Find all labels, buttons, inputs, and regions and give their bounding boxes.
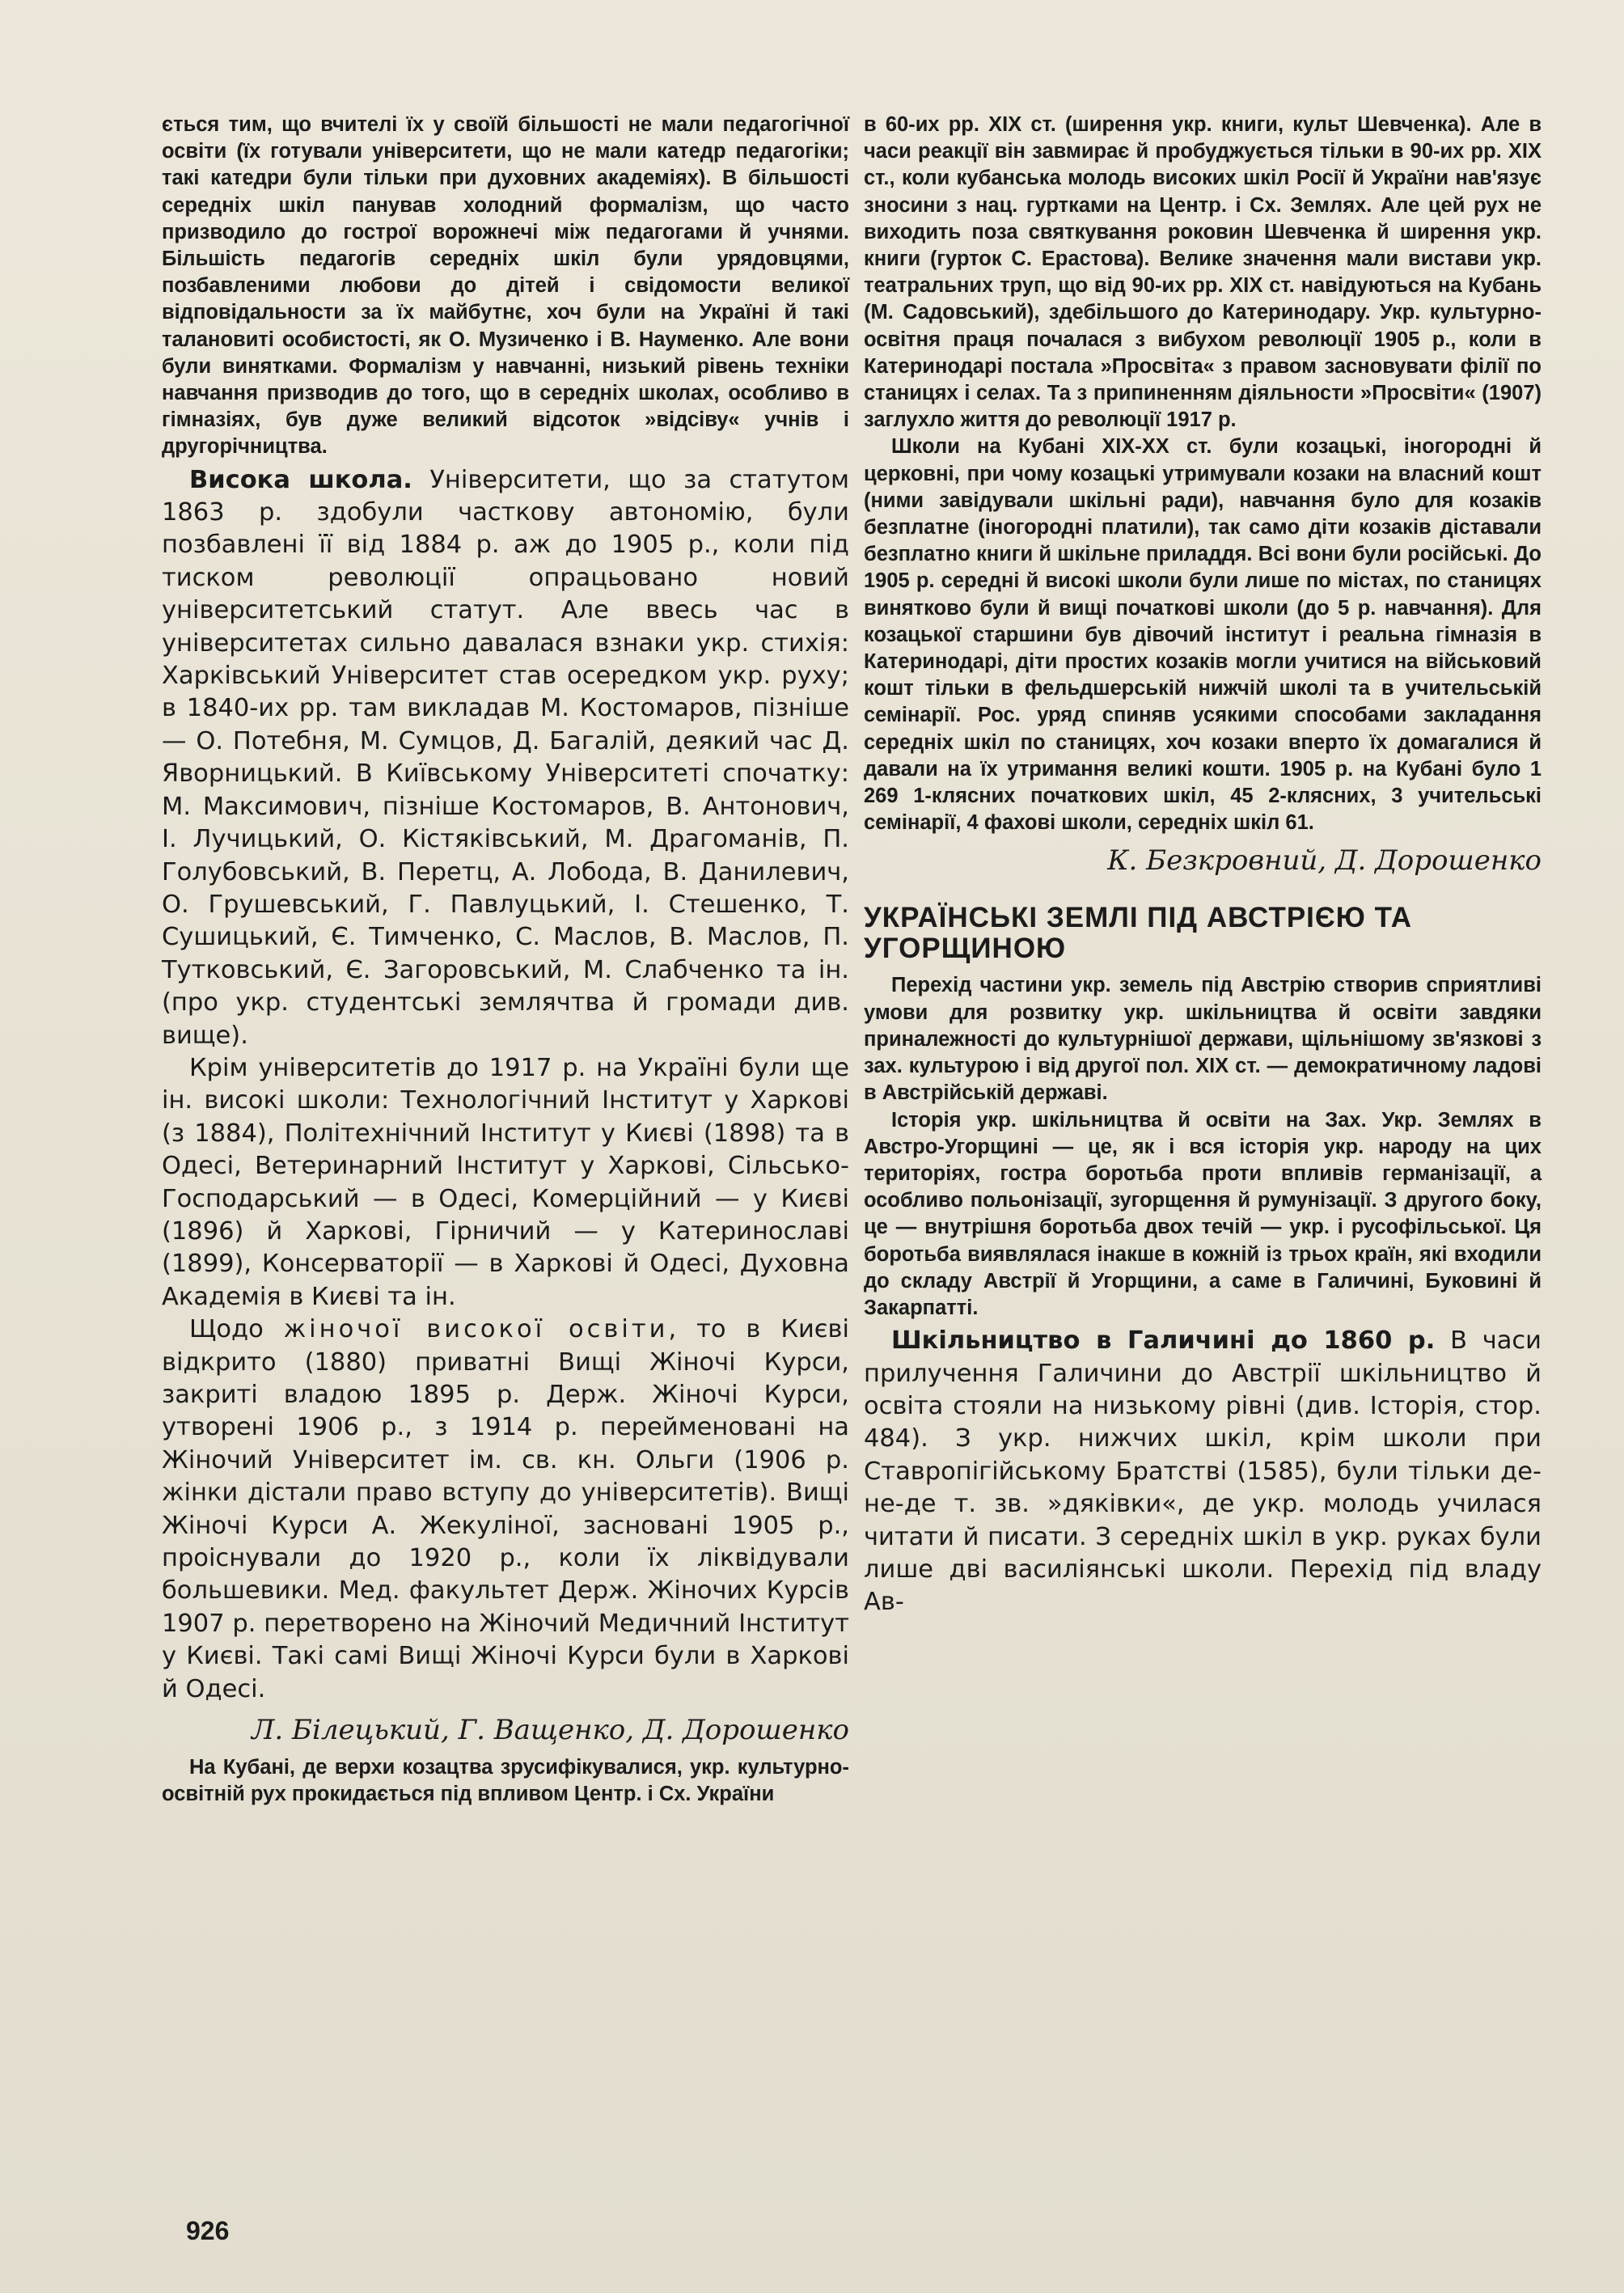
run-in-heading: Висока школа.	[189, 465, 412, 494]
paragraph-other-schools: Крім університетів до 1917 р. на Україні були ще ін. високі школи: Технологічний Інститут у Харкові (з 1884), Політехнічний Інститут у Києві (1898) та в Одесі, Ветеринарний Інститут у Харкові, Сільсько-Господарський — в Одесі, Комерційний — у Києві (1896) й Харкові, Гірничий — у Катеринославі (1899), Консерваторії — в Харкові й Одесі, Духовна Академія в Києві та ін.	[162, 1053, 849, 1311]
left-column	[162, 112, 849, 1808]
paragraph-galicia-schools	[864, 1325, 1542, 1619]
author-signature: Л. Білецький, Г. Ващенко, Д. Дорошенко	[252, 1714, 849, 1747]
author-signature: К. Безкровний, Д. Дорошенко	[1107, 844, 1542, 878]
paragraph-kuban-intro: На Кубані, де верхи козацтва зрусифікувалися, укр. культурно-освітній рух прокидається під впливом Центр. і Сх. України	[162, 1756, 849, 1806]
paragraph-higher-school	[162, 464, 849, 1052]
paragraph-text: Щодо	[189, 1315, 284, 1344]
paragraph-kuban-movement: в 60-их рр. XIX ст. (ширення укр. книги, культ Шевченка). Але в часи реакції він завмирає й пробуджується тільки в 90-их рр. XIX ст., коли кубанська молодь високих шкіл Росії й України нав'язує зносини з нац. гуртками на Центр. і Сх. Землях. Але цей рух не виходить поза святкування роковин Шевченка й ширення укр. книги (гурток С. Ерастова). Велике значення мали вистави укр. театральних труп, що від 90-их рр. XIX ст. навідуються на Кубань (М. Садовський), здебільшого до Катеринодару. Укр. культурно-освітня праця почалася з вибухом революції 1905 р., коли в Катеринодарі постала »Просвіта« з правом засновувати філії по станицях і селах. Та з припиненням діяльности »Просвіти« (1907) заглухло життя до революції 1917 р.	[864, 113, 1542, 432]
paragraph-austria-intro: Перехід частини укр. земель під Австрію створив сприятливі умови для розвитку укр. шкільництва й освіти завдяки приналежності до культурнішої держави, щільнішому зв'язкові з зах. культурою і від другої пол. XIX ст. — демократичному ладові в Австрійській державі.	[864, 974, 1542, 1105]
paragraph-history-struggle: Історія укр. шкільництва й освіти на Зах. Укр. Землях в Австро-Угорщині — це, як і вся історія укр. народу на цих територіях, гостра боротьба проти впливів германізації, а особливо польонізації, зугорщення й румунізації. З другого боку, це — внутрішня боротьба двох течій — укр. і русофільської. Ця боротьба виявлялася інакше в кожній із трьох країн, які входили до складу Австрії й Угорщини, а саме в Галичині, Буковині й Закарпатті.	[864, 1108, 1542, 1319]
paragraph-text: В часи прилучення Галичини до Австрії шкільництво й освіта стояли на низькому рівні (див. Історія, стор. 484). З укр. нижчих шкіл, крім школи при Ставропігійському Братстві (1585), були тільки де-не-де т. зв. »дяківки«, де укр. молодь училася читати й писати. З середніх шкіл в укр. руках були лише дві василіянські школи. Перехід під владу Ав-	[864, 1326, 1542, 1617]
paragraph-kuban-schools: Школи на Кубані XIX-XX ст. були козацькі, іногородні й церковні, при чому козацькі утримували козаки на власний кошт (ними завідували шкільні ради), навчання було для козаків безплатне (іногородні платили), так само діти козаків діставали безплатно книги й шкільне приладдя. Всі вони були російські. До 1905 р. середні й високі школи були лише по містах, по станицях винятково були й вищі початкові школи (до 5 р. навчання). Для козацької старшини був дівочий інститут і реальна гімназія в Катеринодарі, діти простих козаків могли учитися на військовий кошт тільки в фельдшерській нижчій школі та в учительській семінарії. Рос. уряд спиняв усякими способами закладання середніх шкіл по станицях, хоч козаки вперто їх домагалися й давали на їх утримання великі кошти. 1905 р. на Кубані було 1 269 1-клясних початкових шкіл, 45 2-клясних, 3 учительські семінарії, 4 фахові школи, середніх шкіл 61.	[864, 435, 1542, 835]
run-in-heading: Шкільництво в Галичині до 1860 р.	[891, 1326, 1436, 1356]
paragraph-teachers: ється тим, що вчителі їх у своїй більшості не мали педагогічної освіти (їх готували університети, що не мали катедр педагогіки; такі катедри були тільки при духовних академіях). В більшості середніх шкіл панував холодний формалізм, що часто призводило до гострої ворожнечі між педагогами й учнями. Більшість педагогів середніх шкіл були урядовцями, позбавленими любови до дітей і свідомости великої відповідальности за їх майбутнє, хоч були на Україні й такі талановиті особистості, як О. Музиченко і В. Науменко. Але вони були винятками. Формалізм у навчанні, низький рівень техніки навчання призводив до того, що в середніх школах, особливо в гімназіях, був дуже великий відсоток »відсіву« учнів і другорічництва.	[162, 113, 849, 459]
spaced-term: жіночої високої освіти	[283, 1315, 669, 1344]
paragraph-womens-education	[162, 1314, 849, 1706]
section-title: УКРАЇНСЬКІ ЗЕМЛІ ПІД АВСТРІЄЮ ТА УГОРЩИНОЮ	[864, 902, 1413, 965]
paragraph-text: , то в Києві відкрито (1880) приватні Вищі Жіночі Курси, закриті владою 1895 р. Держ. Жіночі Курси, утворені 1906 р., з 1914 р. перейменовані на Жіночий Університет ім. св. кн. Ольги (1906 р. жінки дістали право вступу до університетів). Вищі Жіночі Курси А. Жекуліної, засновані 1905 р., проіснували до 1920 р., коли їх ліквідували большевики. Мед. факультет Держ. Жіночих Курсів 1907 р. перетворено на Жіночий Медичний Інститут у Києві. Такі самі Вищі Жіночі Курси були в Харкові й Одесі.	[162, 1315, 849, 1703]
page-number: 926	[186, 2216, 230, 2245]
right-column	[864, 112, 1542, 1619]
paragraph-text: Університети, що за статутом 1863 р. здобули часткову автономію, були позбавлені її від 1884 р. аж до 1905 р., коли під тиском революції опрацьовано новий університетський статут. Але ввесь час в університетах сильно давалася взнаки укр. стихія: Харківський Університет став осередком укр. руху; в 1840-их рр. там викладав М. Костомаров, пізніше — О. Потебня, М. Сумцов, Д. Багалій, деякий час Д. Яворницький. В Київському Університеті спочатку: М. Максимович, пізніше Костомаров, В. Антонович, І. Лучицький, О. Кістяківський, М. Драгоманів, П. Голубовський, В. Перетц, А. Лобода, В. Данилевич, О. Грушевський, Г. Павлуцький, І. Стешенко, Т. Сушицький, Є. Тимченко, С. Маслов, В. Маслов, П. Тутковський, Є. Загоровський, М. Слабченко та ін. (про укр. студентські землячтва й громади див. вище).	[162, 465, 849, 1050]
